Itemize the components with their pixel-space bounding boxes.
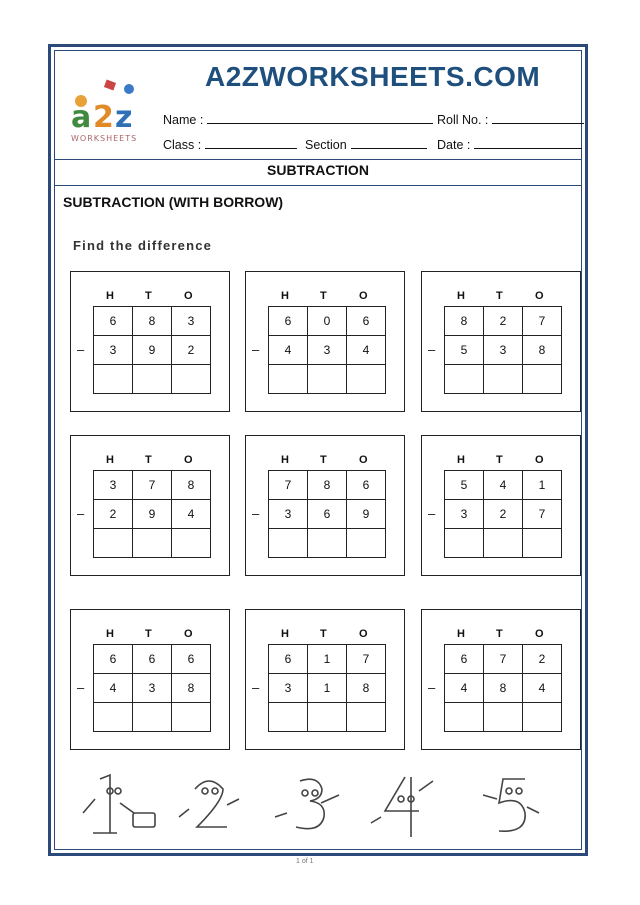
answer-row (269, 529, 386, 558)
answer-cell[interactable] (94, 529, 133, 558)
minuend-digit: 3 (94, 471, 133, 500)
place-value-header: O (184, 628, 193, 640)
top-row (445, 645, 562, 674)
minuend-digit: 6 (133, 645, 172, 674)
date-field[interactable] (437, 136, 582, 152)
answer-row (94, 703, 211, 732)
answer-cell[interactable] (308, 703, 347, 732)
minuend-digit: 7 (269, 471, 308, 500)
subtrahend-digit: 3 (445, 500, 484, 529)
place-value-header: T (320, 628, 327, 640)
answer-cell[interactable] (172, 529, 211, 558)
bottom-row (269, 500, 386, 529)
brand-title: A2ZWORKSHEETS.COM (205, 61, 541, 92)
svg-text:z: z (115, 100, 133, 135)
place-value-header: H (457, 454, 465, 466)
subtrahend-digit: 7 (523, 500, 562, 529)
problem-card (421, 271, 581, 412)
minuend-digit: 6 (347, 471, 386, 500)
digit-grid (444, 306, 562, 394)
place-value-header: H (281, 454, 289, 466)
worksheet-inner-border (54, 50, 582, 850)
place-value-header: T (145, 454, 152, 466)
roll-label: Roll No. : (437, 113, 489, 127)
place-value-header: O (184, 454, 193, 466)
subtrahend-digit: 9 (133, 500, 172, 529)
minuend-digit: 6 (94, 307, 133, 336)
answer-cell[interactable] (523, 529, 562, 558)
digit-grid (268, 644, 386, 732)
name-label: Name : (163, 113, 204, 127)
minus-sign: – (428, 342, 436, 357)
digit-grid (444, 644, 562, 732)
place-value-header: T (320, 454, 327, 466)
answer-cell[interactable] (484, 703, 523, 732)
worksheet-header (55, 51, 581, 160)
minuend-digit: 8 (445, 307, 484, 336)
answer-cell[interactable] (269, 703, 308, 732)
section-subtitle: SUBTRACTION (WITH BORROW) (63, 194, 284, 210)
bottom-row (445, 674, 562, 703)
bottom-row (445, 336, 562, 365)
answer-cell[interactable] (445, 529, 484, 558)
place-value-header: H (457, 628, 465, 640)
cartoon-numbers-illustration (65, 769, 580, 849)
answer-cell[interactable] (523, 365, 562, 394)
class-label: Class : (163, 138, 202, 152)
digit-grid (444, 470, 562, 558)
logo-text: WORKSHEETS (71, 134, 138, 143)
minuend-digit: 6 (445, 645, 484, 674)
subtrahend-digit: 8 (484, 674, 523, 703)
bottom-row (94, 336, 211, 365)
problem-card (245, 609, 405, 750)
bottom-row (269, 674, 386, 703)
place-value-header: H (106, 290, 114, 302)
subtrahend-digit: 4 (347, 336, 386, 365)
place-value-header: H (281, 290, 289, 302)
instruction-text: Find the difference (73, 238, 213, 253)
minuend-digit: 2 (484, 307, 523, 336)
minuend-digit: 8 (308, 471, 347, 500)
answer-cell[interactable] (133, 365, 172, 394)
minuend-digit: 6 (269, 645, 308, 674)
minuend-digit: 8 (133, 307, 172, 336)
top-row (94, 307, 211, 336)
minuend-digit: 7 (347, 645, 386, 674)
answer-cell[interactable] (94, 365, 133, 394)
minus-sign: – (428, 680, 436, 695)
subtrahend-digit: 5 (445, 336, 484, 365)
place-value-header: T (496, 628, 503, 640)
minuend-digit: 1 (308, 645, 347, 674)
section-field[interactable] (305, 136, 427, 152)
name-field[interactable] (163, 111, 433, 127)
minus-sign: – (252, 680, 260, 695)
answer-cell[interactable] (445, 365, 484, 394)
problem-card (421, 609, 581, 750)
subtrahend-digit: 3 (269, 500, 308, 529)
answer-cell[interactable] (484, 365, 523, 394)
minus-sign: – (77, 680, 85, 695)
place-value-header: O (359, 290, 368, 302)
subtrahend-digit: 4 (94, 674, 133, 703)
minuend-digit: 7 (484, 645, 523, 674)
bottom-row (269, 336, 386, 365)
section-label: Section (305, 138, 347, 152)
answer-cell[interactable] (347, 703, 386, 732)
top-row (94, 471, 211, 500)
answer-cell[interactable] (172, 703, 211, 732)
minuend-digit: 6 (172, 645, 211, 674)
subtrahend-digit: 8 (172, 674, 211, 703)
top-row (269, 645, 386, 674)
minus-sign: – (428, 506, 436, 521)
place-value-header: T (145, 628, 152, 640)
top-row (269, 471, 386, 500)
bottom-row (94, 500, 211, 529)
place-value-header: O (184, 290, 193, 302)
answer-cell[interactable] (308, 365, 347, 394)
top-row (445, 471, 562, 500)
answer-row (94, 365, 211, 394)
subtrahend-digit: 4 (523, 674, 562, 703)
place-value-header: H (281, 628, 289, 640)
subtrahend-digit: 2 (484, 500, 523, 529)
answer-cell[interactable] (269, 529, 308, 558)
svg-text:2: 2 (93, 100, 114, 135)
minuend-digit: 6 (347, 307, 386, 336)
answer-cell[interactable] (308, 529, 347, 558)
answer-cell[interactable] (484, 529, 523, 558)
digit-grid (93, 306, 211, 394)
bottom-row (445, 500, 562, 529)
page-number: 1 of 1 (296, 858, 314, 865)
answer-row (445, 703, 562, 732)
place-value-header: O (359, 628, 368, 640)
roll-field[interactable] (437, 111, 584, 127)
page-title: SUBTRACTION (55, 159, 581, 186)
place-value-header: O (535, 290, 544, 302)
subtrahend-digit: 1 (308, 674, 347, 703)
minuend-digit: 7 (523, 307, 562, 336)
answer-row (269, 365, 386, 394)
subtrahend-digit: 8 (347, 674, 386, 703)
subtrahend-digit: 3 (133, 674, 172, 703)
problem-card (70, 609, 230, 750)
digit-grid (93, 644, 211, 732)
digit-grid (268, 470, 386, 558)
place-value-header: H (457, 290, 465, 302)
minuend-digit: 4 (484, 471, 523, 500)
place-value-header: T (320, 290, 327, 302)
class-field[interactable] (163, 136, 297, 152)
subtrahend-digit: 8 (523, 336, 562, 365)
place-value-header: O (359, 454, 368, 466)
problem-card (245, 435, 405, 576)
problem-card (70, 435, 230, 576)
top-row (445, 307, 562, 336)
digit-grid (268, 306, 386, 394)
subtrahend-digit: 3 (308, 336, 347, 365)
answer-cell[interactable] (133, 529, 172, 558)
a2z-logo-icon (67, 75, 149, 147)
minus-sign: – (77, 342, 85, 357)
minuend-digit: 8 (172, 471, 211, 500)
place-value-header: O (535, 628, 544, 640)
minuend-digit: 0 (308, 307, 347, 336)
minuend-digit: 6 (269, 307, 308, 336)
subtrahend-digit: 3 (94, 336, 133, 365)
problem-card (245, 271, 405, 412)
subtrahend-digit: 4 (172, 500, 211, 529)
minuend-digit: 6 (94, 645, 133, 674)
place-value-header: T (145, 290, 152, 302)
place-value-header: T (496, 454, 503, 466)
problem-card (70, 271, 230, 412)
answer-cell[interactable] (172, 365, 211, 394)
minuend-digit: 5 (445, 471, 484, 500)
minuend-digit: 1 (523, 471, 562, 500)
subtrahend-digit: 3 (269, 674, 308, 703)
subtrahend-digit: 4 (269, 336, 308, 365)
top-row (269, 307, 386, 336)
answer-row (269, 703, 386, 732)
answer-row (445, 365, 562, 394)
subtrahend-digit: 3 (484, 336, 523, 365)
minus-sign: – (77, 506, 85, 521)
place-value-header: T (496, 290, 503, 302)
minuend-digit: 2 (523, 645, 562, 674)
answer-row (94, 529, 211, 558)
answer-cell[interactable] (523, 703, 562, 732)
subtrahend-digit: 6 (308, 500, 347, 529)
minus-sign: – (252, 506, 260, 521)
subtrahend-digit: 9 (347, 500, 386, 529)
svg-text:a: a (71, 100, 92, 135)
date-label: Date : (437, 138, 471, 152)
place-value-header: H (106, 454, 114, 466)
problem-card (421, 435, 581, 576)
answer-cell[interactable] (133, 703, 172, 732)
digit-grid (93, 470, 211, 558)
answer-cell[interactable] (347, 365, 386, 394)
subtrahend-digit: 2 (172, 336, 211, 365)
place-value-header: H (106, 628, 114, 640)
worksheet-frame (48, 44, 588, 856)
place-value-header: O (535, 454, 544, 466)
bottom-row (94, 674, 211, 703)
top-row (94, 645, 211, 674)
subtrahend-digit: 9 (133, 336, 172, 365)
answer-cell[interactable] (269, 365, 308, 394)
minuend-digit: 3 (172, 307, 211, 336)
answer-row (445, 529, 562, 558)
minuend-digit: 7 (133, 471, 172, 500)
subtrahend-digit: 2 (94, 500, 133, 529)
answer-cell[interactable] (445, 703, 484, 732)
subtrahend-digit: 4 (445, 674, 484, 703)
answer-cell[interactable] (347, 529, 386, 558)
minus-sign: – (252, 342, 260, 357)
answer-cell[interactable] (94, 703, 133, 732)
